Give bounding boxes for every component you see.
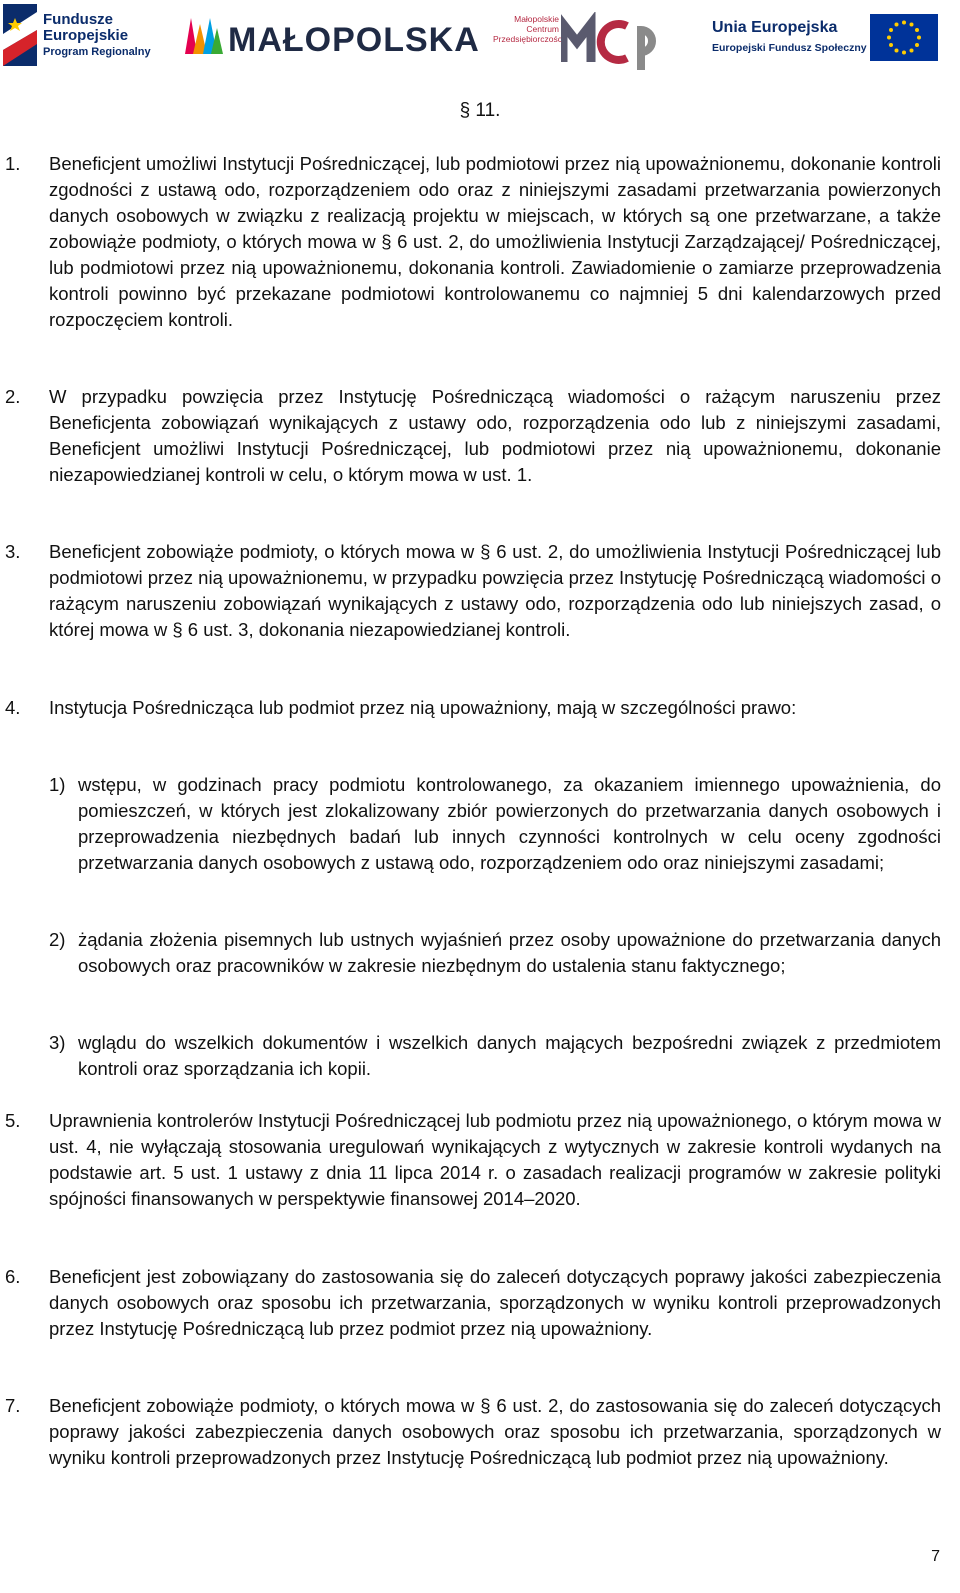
eu-star xyxy=(895,48,899,52)
paragraph-text: W przypadku powzięcia przez Instytucję Pośredniczącą wiadomości o rażącym naruszeniu przez Beneficjenta zobowiązań wynikających z ustawy odo, rozporządzenia odo lub z niniejszymi zasadami, Beneficjent umożliwi Instytucji Pośredniczącej, lub podmiotowi przez nią upoważnionemu, dokonanie niezapowiedzianej kontroli w celu, o którym mowa w ust. 1. xyxy=(49,386,941,485)
fe-line1: Fundusze xyxy=(43,11,113,28)
paragraph-text: Beneficjent zobowiąże podmioty, o których mowa w § 6 ust. 2, do zastosowania się do zaleceń dotyczących poprawy jakości zabezpieczenia danych osobowych oraz sposobu ich przetwarzania, sporządzonych w wyniku kontroli przeprowadzonych przez Instytucję Pośredniczącą lub podmiot przez nią upoważniony. xyxy=(49,1395,941,1468)
subpoint-number: 3) xyxy=(49,1032,66,1053)
subpoint-3 xyxy=(49,1030,941,1082)
eu-star xyxy=(889,43,893,47)
eu-flag-icon xyxy=(870,14,938,61)
paragraph-6 xyxy=(5,1264,941,1342)
eu-star xyxy=(910,23,914,27)
eu-star xyxy=(917,36,921,40)
paragraph-number: 1. xyxy=(5,153,21,174)
paragraph-text: Instytucja Pośrednicząca lub podmiot przez nią upoważniony, mają w szczególności prawo: xyxy=(49,697,797,718)
mcp-logo xyxy=(493,0,668,72)
eu-star xyxy=(915,28,919,32)
malopolska-m-icon xyxy=(183,14,225,56)
eu-star xyxy=(889,28,893,32)
section-title: § 11. xyxy=(459,100,501,121)
ue-line2: Europejski Fundusz Społeczny xyxy=(712,42,867,54)
eu-star xyxy=(887,36,891,40)
header-logos xyxy=(0,0,960,72)
subpoint-text: żądania złożenia pisemnych lub ustnych wyjaśnień przez osoby upoważnione do przetwarzania danych osobowych oraz pracowników w zakresie niezbędnym do ustalenia stanu faktycznego; xyxy=(78,929,941,976)
fundusze-europejskie-logo xyxy=(3,0,153,72)
paragraph-text: Beneficjent zobowiąże podmioty, o których mowa w § 6 ust. 2, do umożliwienia Instytucji Pośredniczącej lub podmiotowi przez nią upoważnionemu, w przypadku powzięcia przez Instytucję Pośredniczącą wiadomości o rażącym naruszeniu zobowiązań wynikających z ustawy odo, rozporządzenia odo lub niniejszych zasad, o której mowa w § 6 ust. 3, dokonania niezapowiedzianej kontroli. xyxy=(49,541,941,640)
paragraph-1 xyxy=(5,151,941,333)
fe-flag-icon xyxy=(3,4,37,66)
paragraph-number: 6. xyxy=(5,1266,21,1287)
paragraph-number: 4. xyxy=(5,697,21,718)
subpoint-text: wstępu, w godzinach pracy podmiotu kontrolowanego, za okazaniem imiennego upoważnienia, do pomieszczeń, w których jest zlokalizowany zbiór powierzonych do przetwarzania danych osobowych i przeprowadzenia niezbędnych badań lub innych czynności kontrolnych w celu oceny zgodności przetwarzania danych osobowych z ustawą odo, rozporządzeniem odo oraz niniejszymi zasadami; xyxy=(78,774,941,873)
paragraph-text: Beneficjent jest zobowiązany do zastosowania się do zaleceń dotyczących poprawy jakości zabezpieczenia danych osobowych oraz sposobu ich przetwarzania, sporządzonych w wyniku kontroli przeprowadzonych przez Instytucję Pośredniczącą lub przez podmiot przez nią upoważniony. xyxy=(49,1266,941,1339)
eu-star xyxy=(910,48,914,52)
paragraph-number: 7. xyxy=(5,1395,21,1416)
mcp-text xyxy=(493,14,564,44)
paragraph-5 xyxy=(5,1108,941,1212)
ue-line1: Unia Europejska xyxy=(712,19,838,36)
fe-line3: Program Regionalny xyxy=(43,46,151,58)
subpoint-2 xyxy=(49,927,941,979)
page-number: 7 xyxy=(931,1548,940,1565)
eu-star xyxy=(915,43,919,47)
subpoint-text: wglądu do wszelkich dokumentów i wszelkich danych mających bezpośredni związek z przedmiotem kontroli oraz sporządzania ich kopii. xyxy=(78,1032,941,1079)
paragraph-text: Beneficjent umożliwi Instytucji Pośredniczącej, lub podmiotowi przez nią upoważnionemu, dokonanie kontroli zgodności z ustawą odo, rozporządzeniem odo oraz z niniejszymi zasadami przetwarzania powierzonych danych osobowych w związku z realizacją projektu w miejscach, w których są one przetwarzane, a także zobowiąże podmioty, o których mowa w § 6 ust. 2, do umożliwienia Instytucji Zarządzającej/ Pośredniczącej, lub podmiotowi przez nią upoważnionemu, dokonania kontroli. Zawiadomienie o zamiarze przeprowadzenia kontroli powinno być przekazane podmiotowi kontrolowanemu co najmniej 5 dni kalendarzowych przed rozpoczęciem kontroli. xyxy=(49,153,941,330)
mcp-line3: Przedsiębiorczości xyxy=(493,34,564,44)
paragraph-7 xyxy=(5,1393,941,1471)
malopolska-logo xyxy=(183,0,480,72)
paragraph-3 xyxy=(5,539,941,643)
paragraph-2 xyxy=(5,384,941,488)
mcp-line2: Centrum xyxy=(526,24,559,34)
subpoint-number: 2) xyxy=(49,929,66,950)
unia-europejska-logo xyxy=(712,0,957,72)
mcp-line1: Małopolskie xyxy=(514,14,559,24)
paragraph-number: 5. xyxy=(5,1110,21,1131)
malopolska-wordmark: MAŁOPOLSKA xyxy=(228,21,480,59)
paragraph-number: 2. xyxy=(5,386,21,407)
paragraph-number: 3. xyxy=(5,541,21,562)
subpoint-1 xyxy=(49,772,941,876)
mcp-symbol-icon xyxy=(561,12,661,72)
eu-star xyxy=(895,23,899,27)
eu-star xyxy=(902,51,906,55)
fe-line2: Europejskie xyxy=(43,27,129,44)
paragraph-4 xyxy=(5,695,941,721)
eu-star xyxy=(902,21,906,25)
paragraph-text: Uprawnienia kontrolerów Instytucji Pośredniczącej lub podmiotu przez nią upoważnionego, o którym mowa w ust. 4, nie wyłączają stosowania uregulowań wynikających z wytycznych w zakresie kontroli wydanych na podstawie art. 5 ust. 1 ustawy z dnia 11 lipca 2014 r. o zasadach realizacji programów w zakresie polityki spójności finansowanych w perspektywie finansowej 2014–2020. xyxy=(49,1110,941,1209)
subpoint-number: 1) xyxy=(49,774,66,795)
